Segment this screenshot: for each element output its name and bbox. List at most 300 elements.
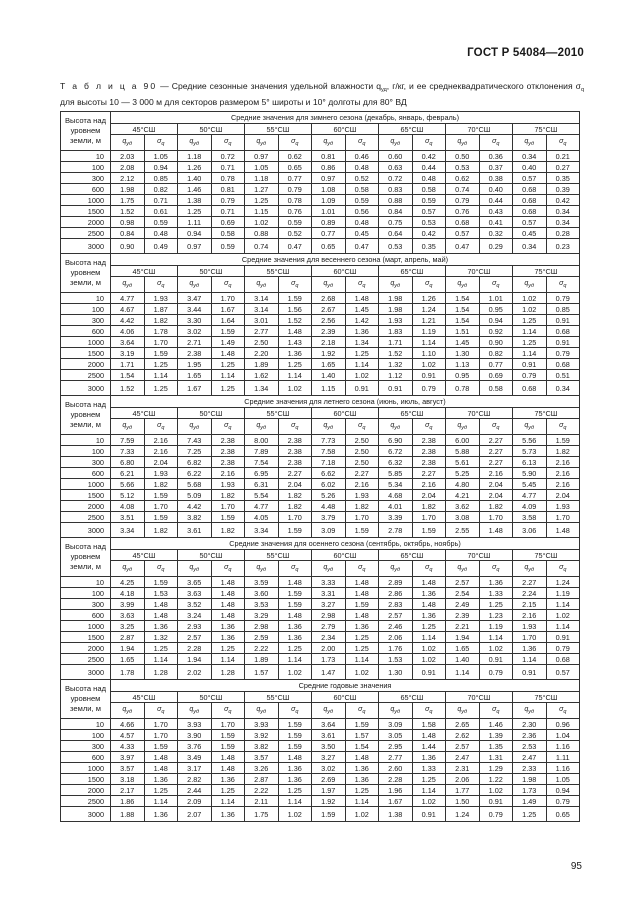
value-cell: 0.86 — [312, 162, 346, 173]
value-cell: 0.91 — [412, 807, 446, 822]
q-symbol-sub: уд — [193, 708, 200, 715]
value-cell: 2.04 — [479, 479, 513, 490]
value-cell: 1.14 — [211, 796, 245, 807]
value-cell: 5.61 — [446, 457, 480, 468]
q-symbol: q — [390, 279, 395, 287]
value-cell: 1.83 — [379, 326, 413, 337]
value-cell: 2.38 — [412, 446, 446, 457]
q-symbol-sub: уд — [260, 424, 267, 431]
value-cell: 1.25 — [178, 206, 212, 217]
value-cell: 3.47 — [178, 293, 212, 304]
q-symbol-sub: уд — [394, 708, 401, 715]
value-cell: 1.25 — [479, 599, 513, 610]
value-cell: 0.72 — [211, 151, 245, 162]
value-cell: 1.82 — [144, 479, 178, 490]
value-cell: 1.70 — [211, 501, 245, 512]
q-symbol-header — [379, 135, 413, 151]
value-cell: 7.58 — [312, 446, 346, 457]
value-cell: 0.91 — [546, 632, 580, 643]
value-cell: 2.53 — [513, 741, 547, 752]
value-cell: 1.65 — [111, 654, 145, 665]
value-cell: 0.81 — [312, 151, 346, 162]
altitude-cell: 1500 — [61, 348, 111, 359]
latitude-row — [61, 124, 580, 135]
q-symbol: q — [256, 279, 261, 287]
value-cell: 4.80 — [446, 479, 480, 490]
value-cell: 1.59 — [144, 490, 178, 501]
value-cell: 2.57 — [446, 577, 480, 588]
altitude-cell: 3000 — [61, 239, 111, 254]
value-cell: 0.88 — [379, 195, 413, 206]
altitude-cell: 2000 — [61, 643, 111, 654]
latitude-header: 60°СШ — [312, 124, 379, 135]
symbol-row — [61, 419, 580, 435]
q-symbol: q — [122, 421, 127, 429]
altitude-cell: 1000 — [61, 337, 111, 348]
value-cell: 1.24 — [546, 577, 580, 588]
value-cell: 0.57 — [412, 206, 446, 217]
value-cell: 5.73 — [513, 446, 547, 457]
q-symbol: q — [524, 421, 529, 429]
value-cell: 0.58 — [479, 381, 513, 396]
value-cell: 0.89 — [312, 217, 346, 228]
value-cell: 3.63 — [111, 610, 145, 621]
value-cell: 5.88 — [446, 446, 480, 457]
value-cell: 2.98 — [245, 621, 279, 632]
value-cell: 4.18 — [111, 588, 145, 599]
value-cell: 0.35 — [546, 173, 580, 184]
value-cell: 0.68 — [513, 206, 547, 217]
value-cell: 1.48 — [278, 610, 312, 621]
sigma-symbol: σ — [492, 137, 497, 145]
sigma-symbol-sub: q — [362, 566, 366, 573]
sigma-symbol-header — [278, 419, 312, 435]
value-cell: 2.57 — [178, 632, 212, 643]
table-row — [61, 184, 580, 195]
value-cell: 4.33 — [111, 741, 145, 752]
value-cell: 1.87 — [144, 304, 178, 315]
latitude-header: 45°СШ — [111, 692, 178, 703]
value-cell: 0.68 — [513, 195, 547, 206]
value-cell: 2.27 — [513, 577, 547, 588]
sigma-symbol: σ — [157, 137, 162, 145]
table-row — [61, 577, 580, 588]
latitude-header: 55°СШ — [245, 550, 312, 561]
q-symbol: q — [524, 279, 529, 287]
value-cell: 6.82 — [178, 457, 212, 468]
sigma-symbol-header — [479, 135, 513, 151]
q-symbol-header — [379, 703, 413, 719]
sigma-symbol: σ — [157, 563, 162, 571]
value-cell: 1.92 — [312, 348, 346, 359]
altitude-cell: 100 — [61, 162, 111, 173]
table-row — [61, 490, 580, 501]
value-cell: 2.06 — [446, 774, 480, 785]
value-cell: 1.48 — [144, 752, 178, 763]
value-cell: 1.78 — [144, 326, 178, 337]
altitude-cell: 10 — [61, 577, 111, 588]
value-cell: 3.31 — [312, 588, 346, 599]
value-cell: 1.75 — [111, 195, 145, 206]
value-cell: 7.18 — [312, 457, 346, 468]
sigma-symbol-header — [144, 135, 178, 151]
table-row — [61, 173, 580, 184]
value-cell: 3.26 — [245, 763, 279, 774]
value-cell: 1.98 — [379, 304, 413, 315]
value-cell: 3.19 — [111, 348, 145, 359]
value-cell: 0.59 — [278, 217, 312, 228]
value-cell: 6.90 — [379, 435, 413, 446]
latitude-header: 50°СШ — [178, 408, 245, 419]
sigma-symbol: σ — [224, 137, 229, 145]
altitude-cell: 10 — [61, 151, 111, 162]
section-title: Средние значения для осеннего сезона (сентябрь, октябрь, ноябрь) — [111, 538, 580, 550]
sigma-symbol-header — [211, 703, 245, 719]
altitude-cell: 100 — [61, 588, 111, 599]
value-cell: 1.25 — [245, 195, 279, 206]
value-cell: 1.05 — [546, 774, 580, 785]
value-cell: 2.22 — [245, 785, 279, 796]
value-cell: 2.38 — [211, 457, 245, 468]
sigma-symbol-sub: q — [563, 282, 567, 289]
value-cell: 1.25 — [412, 621, 446, 632]
value-cell: 1.73 — [513, 785, 547, 796]
sigma-symbol-header — [412, 703, 446, 719]
value-cell: 1.14 — [446, 665, 480, 680]
value-cell: 0.68 — [513, 381, 547, 396]
altitude-cell: 2500 — [61, 228, 111, 239]
q-symbol: q — [122, 137, 127, 145]
value-cell: 3.27 — [312, 599, 346, 610]
value-cell: 3.76 — [178, 741, 212, 752]
value-cell: 0.91 — [379, 381, 413, 396]
value-cell: 0.51 — [546, 370, 580, 381]
table-row — [61, 479, 580, 490]
value-cell: 1.48 — [211, 763, 245, 774]
q-symbol-header — [379, 561, 413, 577]
q-symbol-header — [245, 419, 279, 435]
value-cell: 3.65 — [178, 577, 212, 588]
q-symbol-header — [245, 277, 279, 293]
value-cell: 4.68 — [379, 490, 413, 501]
value-cell: 1.65 — [312, 359, 346, 370]
value-cell: 1.71 — [111, 359, 145, 370]
value-cell: 1.26 — [412, 293, 446, 304]
value-cell: 2.38 — [278, 446, 312, 457]
value-cell: 0.40 — [513, 162, 547, 173]
value-cell: 0.85 — [546, 304, 580, 315]
altitude-cell: 600 — [61, 184, 111, 195]
table-row — [61, 446, 580, 457]
value-cell: 1.25 — [278, 785, 312, 796]
value-cell: 4.42 — [178, 501, 212, 512]
sigma-symbol-sub: q — [228, 140, 232, 147]
value-cell: 1.14 — [144, 370, 178, 381]
sigma-symbol: σ — [291, 705, 296, 713]
latitude-header: 60°СШ — [312, 408, 379, 419]
value-cell: 1.43 — [278, 337, 312, 348]
altitude-cell: 600 — [61, 468, 111, 479]
value-cell: 1.44 — [412, 741, 446, 752]
value-cell: 1.59 — [144, 512, 178, 523]
latitude-header: 45°СШ — [111, 550, 178, 561]
value-cell: 1.57 — [245, 665, 279, 680]
altitude-cell: 1500 — [61, 774, 111, 785]
sigma-symbol-sub: q — [563, 424, 567, 431]
value-cell: 1.25 — [513, 315, 547, 326]
q-symbol-sub: уд — [327, 708, 334, 715]
value-cell: 1.70 — [278, 512, 312, 523]
latitude-header: 50°СШ — [178, 692, 245, 703]
value-cell: 3.17 — [178, 763, 212, 774]
table-row — [61, 632, 580, 643]
value-cell: 1.48 — [412, 730, 446, 741]
latitude-header: 45°СШ — [111, 408, 178, 419]
value-cell: 0.57 — [546, 665, 580, 680]
symbol-row — [61, 135, 580, 151]
q-symbol-sub: уд — [327, 140, 334, 147]
value-cell: 5.54 — [245, 490, 279, 501]
latitude-header: 50°СШ — [178, 550, 245, 561]
value-cell: 0.84 — [379, 206, 413, 217]
value-cell: 1.12 — [379, 370, 413, 381]
value-cell: 0.84 — [111, 228, 145, 239]
value-cell: 1.26 — [178, 162, 212, 173]
value-cell: 0.42 — [546, 195, 580, 206]
value-cell: 1.25 — [345, 632, 379, 643]
value-cell: 1.94 — [178, 654, 212, 665]
q-symbol-header — [111, 703, 145, 719]
value-cell: 0.90 — [111, 239, 145, 254]
value-cell: 1.56 — [278, 304, 312, 315]
value-cell: 1.23 — [479, 610, 513, 621]
value-cell: 2.50 — [245, 337, 279, 348]
value-cell: 1.18 — [245, 173, 279, 184]
value-cell: 1.93 — [345, 490, 379, 501]
value-cell: 1.77 — [446, 785, 480, 796]
q-symbol-sub: уд — [126, 140, 133, 147]
value-cell: 1.70 — [144, 730, 178, 741]
value-cell: 0.79 — [546, 796, 580, 807]
sigma-symbol-sub: q — [496, 140, 500, 147]
value-cell: 1.24 — [446, 807, 480, 822]
value-cell: 5.25 — [446, 468, 480, 479]
value-cell: 2.60 — [379, 763, 413, 774]
value-cell: 1.35 — [479, 741, 513, 752]
altitude-cell: 600 — [61, 326, 111, 337]
sigma-symbol-header — [345, 277, 379, 293]
value-cell: 1.70 — [144, 501, 178, 512]
value-cell: 0.97 — [245, 151, 279, 162]
q-symbol-header — [513, 703, 547, 719]
value-cell: 2.03 — [111, 151, 145, 162]
value-cell: 1.48 — [412, 599, 446, 610]
value-cell: 0.77 — [479, 359, 513, 370]
value-cell: 0.68 — [546, 359, 580, 370]
sigma-symbol-header — [144, 561, 178, 577]
table-row — [61, 763, 580, 774]
value-cell: 0.90 — [479, 337, 513, 348]
altitude-cell: 3000 — [61, 807, 111, 822]
value-cell: 3.61 — [312, 730, 346, 741]
value-cell: 1.98 — [379, 293, 413, 304]
altitude-header: Высота над уровнем земли, м — [61, 538, 111, 577]
value-cell: 7.43 — [178, 435, 212, 446]
value-cell: 1.32 — [144, 632, 178, 643]
value-cell: 1.93 — [144, 293, 178, 304]
value-cell: 1.25 — [144, 359, 178, 370]
value-cell: 1.59 — [546, 435, 580, 446]
sigma-symbol-header — [546, 561, 580, 577]
value-cell: 1.14 — [546, 621, 580, 632]
value-cell: 1.46 — [178, 184, 212, 195]
value-cell: 2.16 — [211, 468, 245, 479]
sigma-symbol-header — [412, 561, 446, 577]
value-cell: 1.36 — [211, 632, 245, 643]
value-cell: 1.36 — [345, 774, 379, 785]
value-cell: 1.14 — [479, 632, 513, 643]
value-cell: 2.50 — [345, 446, 379, 457]
sigma-symbol-sub: q — [429, 140, 433, 147]
latitude-header: 55°СШ — [245, 692, 312, 703]
value-cell: 1.11 — [178, 217, 212, 228]
sigma-symbol: σ — [425, 705, 430, 713]
altitude-cell: 2000 — [61, 217, 111, 228]
value-cell: 1.62 — [245, 370, 279, 381]
value-cell: 1.11 — [546, 752, 580, 763]
value-cell: 1.70 — [345, 512, 379, 523]
q-symbol-header — [513, 277, 547, 293]
value-cell: 2.20 — [245, 348, 279, 359]
value-cell: 4.08 — [111, 501, 145, 512]
q-symbol-header — [111, 135, 145, 151]
q-symbol-sub: уд — [327, 566, 334, 573]
q-symbol-header — [312, 561, 346, 577]
value-cell: 1.02 — [278, 381, 312, 396]
value-cell: 1.36 — [211, 774, 245, 785]
latitude-header: 75°СШ — [513, 124, 580, 135]
value-cell: 1.14 — [211, 654, 245, 665]
value-cell: 4.77 — [245, 501, 279, 512]
value-cell: 1.48 — [144, 610, 178, 621]
value-cell: 3.18 — [111, 774, 145, 785]
q-symbol: q — [390, 705, 395, 713]
value-cell: 4.01 — [379, 501, 413, 512]
section-title: Средние годовые значения — [111, 680, 580, 692]
value-cell: 1.36 — [278, 632, 312, 643]
value-cell: 6.95 — [245, 468, 279, 479]
latitude-header: 70°СШ — [446, 550, 513, 561]
q-symbol-header — [245, 561, 279, 577]
value-cell: 5.26 — [312, 490, 346, 501]
value-cell: 1.14 — [345, 359, 379, 370]
value-cell: 3.60 — [245, 588, 279, 599]
value-cell: 1.48 — [345, 610, 379, 621]
value-cell: 1.14 — [278, 654, 312, 665]
value-cell: 1.48 — [211, 348, 245, 359]
value-cell: 3.82 — [245, 741, 279, 752]
sigma-symbol-header — [345, 703, 379, 719]
q-symbol-header — [379, 419, 413, 435]
value-cell: 1.59 — [211, 326, 245, 337]
value-cell: 1.36 — [412, 610, 446, 621]
value-cell: 1.59 — [211, 512, 245, 523]
q-symbol-sub: уд — [260, 566, 267, 573]
value-cell: 2.38 — [211, 435, 245, 446]
sigma-symbol-header — [211, 135, 245, 151]
q-symbol-header — [178, 703, 212, 719]
value-cell: 0.94 — [178, 228, 212, 239]
value-cell: 4.25 — [111, 577, 145, 588]
value-cell: 2.08 — [111, 162, 145, 173]
value-cell: 0.64 — [379, 228, 413, 239]
altitude-header: Высота над уровнем земли, м — [61, 254, 111, 293]
sigma-symbol-header — [479, 419, 513, 435]
value-cell: 5.68 — [178, 479, 212, 490]
humidity-table-body — [61, 112, 580, 822]
value-cell: 1.49 — [211, 337, 245, 348]
value-cell: 1.14 — [412, 632, 446, 643]
sigma-symbol-header — [345, 419, 379, 435]
latitude-header: 65°СШ — [379, 124, 446, 135]
q-symbol: q — [524, 705, 529, 713]
value-cell: 2.06 — [379, 632, 413, 643]
value-cell: 1.95 — [178, 359, 212, 370]
value-cell: 1.25 — [144, 381, 178, 396]
altitude-cell: 600 — [61, 752, 111, 763]
value-cell: 0.34 — [546, 217, 580, 228]
value-cell: 0.88 — [245, 228, 279, 239]
value-cell: 2.71 — [178, 337, 212, 348]
value-cell: 1.49 — [513, 796, 547, 807]
value-cell: 3.30 — [178, 315, 212, 326]
sigma-symbol-header — [278, 135, 312, 151]
value-cell: 2.16 — [513, 610, 547, 621]
value-cell: 1.48 — [345, 293, 379, 304]
value-cell: 1.01 — [479, 293, 513, 304]
value-cell: 0.34 — [546, 381, 580, 396]
value-cell: 0.48 — [345, 217, 379, 228]
table-row — [61, 151, 580, 162]
value-cell: 1.14 — [278, 370, 312, 381]
value-cell: 2.59 — [245, 632, 279, 643]
value-cell: 2.27 — [345, 468, 379, 479]
value-cell: 1.10 — [412, 348, 446, 359]
altitude-cell: 1500 — [61, 632, 111, 643]
latitude-header: 45°СШ — [111, 124, 178, 135]
latitude-row — [61, 550, 580, 561]
value-cell: 2.65 — [446, 719, 480, 730]
value-cell: 0.95 — [446, 370, 480, 381]
value-cell: 1.48 — [144, 763, 178, 774]
value-cell: 0.97 — [312, 173, 346, 184]
value-cell: 3.63 — [178, 588, 212, 599]
value-cell: 1.59 — [211, 741, 245, 752]
value-cell: 0.76 — [446, 206, 480, 217]
value-cell: 0.58 — [412, 184, 446, 195]
value-cell: 1.25 — [144, 785, 178, 796]
value-cell: 0.85 — [144, 173, 178, 184]
value-cell: 0.32 — [479, 228, 513, 239]
table-row — [61, 807, 580, 822]
value-cell: 3.06 — [513, 523, 547, 538]
value-cell: 1.48 — [345, 577, 379, 588]
value-cell: 0.79 — [412, 381, 446, 396]
value-cell: 2.09 — [178, 796, 212, 807]
value-cell: 4.06 — [111, 326, 145, 337]
value-cell: 1.59 — [278, 293, 312, 304]
altitude-cell: 1000 — [61, 479, 111, 490]
